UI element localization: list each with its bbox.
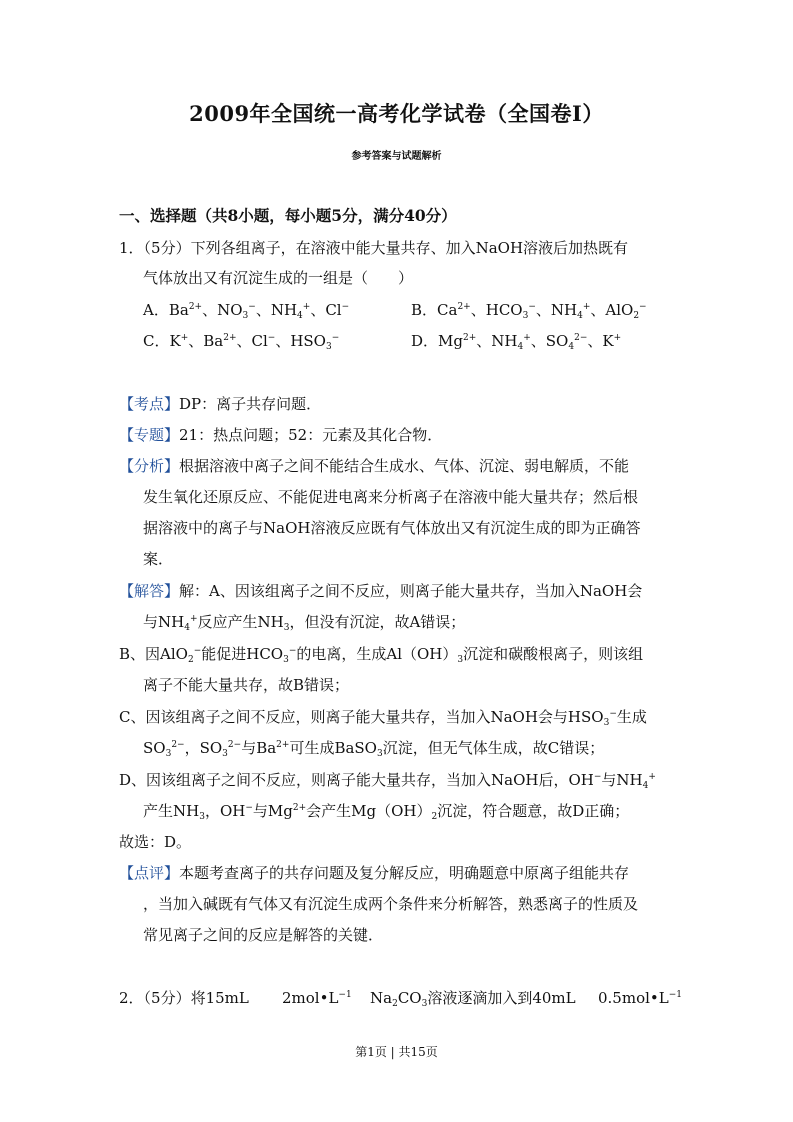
b-text: 能促进HCO [201,645,284,663]
zhuanti-tag: 【专题】 [119,426,180,444]
jieda-line2: 与$NH_4^+$反应产生$NH_3$，但没有沉淀，故A错误； [143,613,466,633]
kaodian-tag: 【考点】 [119,395,180,413]
dianping-tag: 【点评】 [119,864,180,882]
d-line1: D、因该组离子之间不反应，则离子能大量共存，当加入NaOH后，OH−与$NH_4^+$ [119,771,656,791]
q2-stem-part1: 2．（5分）将15mL [119,989,249,1007]
answer-line: 故选：D。 [119,833,192,851]
d-text: D、因该组离子之间不反应，则离子能大量共存，当加入NaOH后，OH [119,771,594,789]
option-label: C． [143,332,170,350]
dianping-line1 [119,863,629,883]
c-text: 生成 [616,708,647,726]
dianping-text: 本题考查离子的共存问题及复分解反应，明确题意中原离子组能共存 [179,864,630,882]
jieda-text: 解：A、因该组离子之间不反应，则离子能大量共存，当加入NaOH会 [179,582,643,600]
c-line2: $SO_3^{2-}$，$SO_3^{2-}$与$Ba^{2+}$可生成BaSO$_3$沉淀，但无气体生成，故C错误； [143,739,605,759]
b-text: B、因AlO [119,645,188,663]
d-text: 沉淀，符合题意，故D正确； [437,802,630,820]
fenxi-line4: 案． [143,550,174,568]
d-text: 产生NH [143,802,200,820]
c-text: 与Ba [241,739,277,757]
c-text: 沉淀，但无气体生成，故C错误； [382,739,605,757]
zhuanti-line [119,425,442,445]
jieda-text: 反应产生NH [197,613,284,631]
option-label: D． [411,332,439,350]
fenxi-line3: 据溶液中的离子与NaOH溶液反应既有气体放出又有沉淀生成的即为正确答 [143,519,641,537]
q2-text: 2mol•L [282,989,339,1007]
b-text: 沉淀和碳酸根离子，则该组 [463,645,644,663]
c-text: C、因该组离子之间不反应，则离子能大量共存，当加入NaOH会与HSO [119,708,604,726]
c-text: 可生成BaSO [289,739,377,757]
kaodian-line [119,394,321,414]
page-title: 2009年全国统一高考化学试卷（全国卷I） [189,101,604,126]
q1-option-d: D．$Mg^{2+}$、$NH_4^+$、$SO_4^{2-}$、K+ [411,332,622,352]
q2-conc1: $2mol•L^{-1}$ [282,989,352,1007]
q1-option-b: B．$Ca^{2+}$、$HCO_3^-$、$NH_4^+$、AlO$_2$− [411,301,647,321]
jieda-text: ，但没有沉淀，故A错误； [289,613,466,631]
q1-stem-line2: 气体放出又有沉淀生成的一组是（ ） [143,269,414,287]
fenxi-line2: 发生氧化还原反应、不能促进电离来分析离子在溶液中能大量共存；然后根 [143,488,639,506]
d-text: 与Mg [252,802,293,820]
jieda-tag: 【解答】 [119,582,180,600]
option-label: A． [143,301,169,319]
b-line1: B、因AlO$_2$−能促进$HCO_3^-$的电离，生成$Al(OH)_3$沉淀和碳酸根离子，则该组 [119,645,644,665]
q2-text: 溶液逐滴加入到40mL [427,989,576,1007]
d-text: 与NH [601,771,643,789]
q2-text: 0.5mol•L [598,989,669,1007]
q2-conc2: $0.5mol•L^{-1}$ [598,989,682,1007]
b-line2: 离子不能大量共存，故B错误； [143,676,350,694]
q2-text: CO [397,989,422,1007]
q1-stem-line1: 1．（5分）下列各组离子，在溶液中能大量共存、加入NaOH溶液后加热既有 [119,239,629,257]
zhuanti-text: 21：热点问题；52：元素及其化合物． [179,426,443,444]
fenxi-text: 根据溶液中离子之间不能结合生成水、气体、沉淀、弱电解质，不能 [179,457,630,475]
c-line1: C、因该组离子之间不反应，则离子能大量共存，当加入NaOH会与$HSO_3^-$生成 [119,708,647,728]
q1-option-c: C．K+、$Ba^{2+}$、Cl−、$HSO_3^-$ [143,332,340,352]
q1-option-a: A．$Ba^{2+}$、$NO_3^-$、$NH_4^+$、Cl− [143,301,350,321]
fenxi-tag: 【分析】 [119,457,180,475]
d-text: 会产生Mg（OH） [306,802,432,820]
kaodian-text: DP：离子共存问题． [179,395,322,413]
d-text: ，OH [204,802,246,820]
dianping-line2: ，当加入碱既有气体又有沉淀生成两个条件来分析解答，熟悉离子的性质及 [143,895,639,913]
d-line2: 产生$NH_3$，OH−与$Mg^{2+}$会产生$Mg(OH)_2$沉淀，符合题意，故D正确； [143,802,630,822]
page-subtitle: 参考答案与试题解析 [351,151,442,162]
page-footer: 第1页 | 共15页 [355,1045,438,1059]
q2-stem-part2: $Na_2CO_3$溶液逐滴加入到40mL [370,989,576,1009]
option-label: B． [411,301,438,319]
section-heading: 一、选择题（共8小题，每小题5分，满分40分） [119,206,457,225]
jieda-line1 [119,581,642,601]
dianping-line3: 常见离子之间的反应是解答的关键． [143,926,384,944]
fenxi-line1 [119,456,629,476]
b-text: 的电离，生成Al（OH） [296,645,458,663]
